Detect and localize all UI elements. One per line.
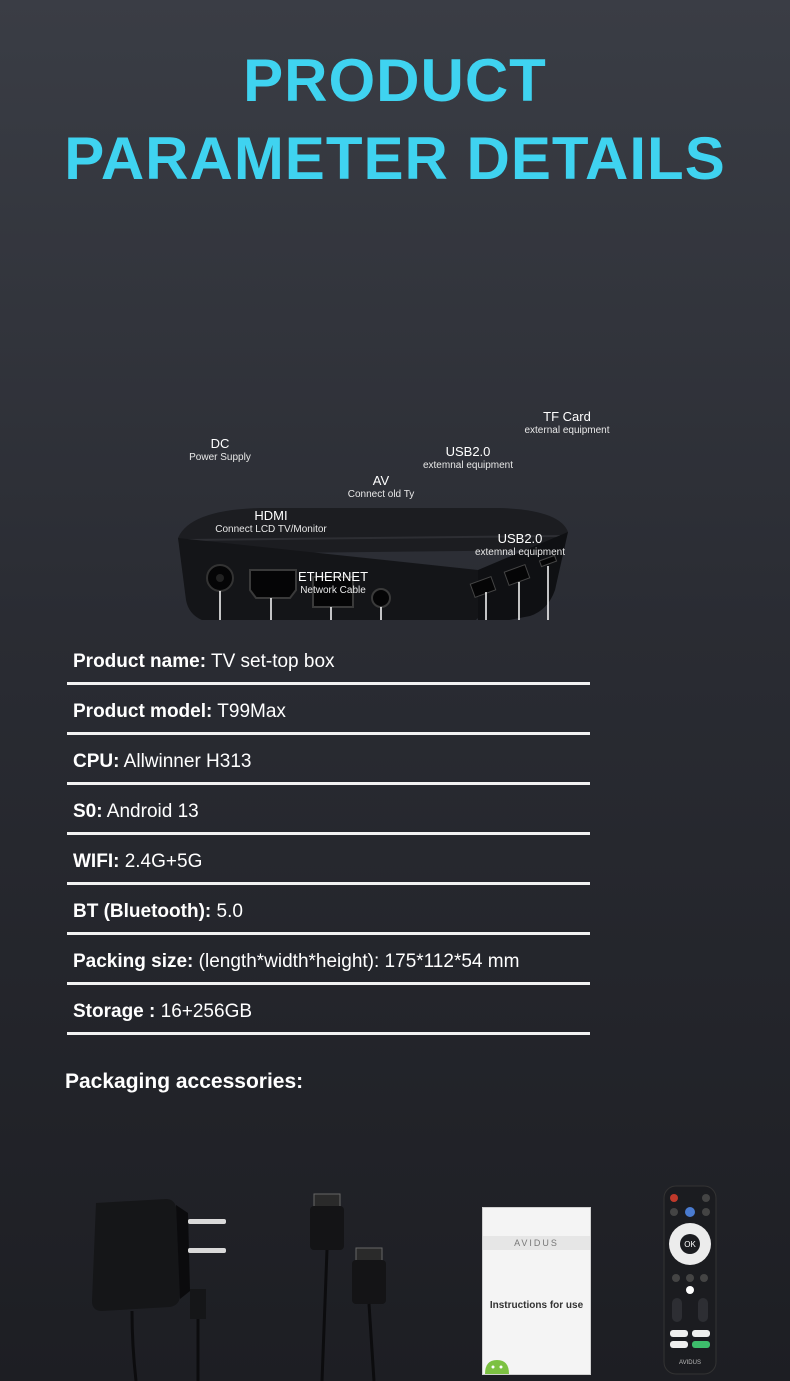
power-adapter-icon [88, 1195, 238, 1381]
av-port-label: AV Connect old Ty [347, 473, 415, 500]
accessories-title: Packaging accessories: [65, 1070, 304, 1093]
remote-control-icon [662, 1184, 718, 1376]
param-bluetooth: BT (Bluetooth): 5.0 [67, 892, 590, 935]
manual-brand: AVIDUS [483, 1236, 590, 1250]
android-robot-icon [483, 1352, 511, 1374]
ethernet-port-label: ETHERNET Network Cable [297, 569, 369, 596]
remote-brand-label: AVIDUS [679, 1360, 701, 1366]
manual-title: Instructions for use [489, 1300, 584, 1311]
param-packing-size: Packing size: (length*width*height): 175*112*54 mm [67, 942, 590, 985]
usb2-port-label: USB2.0 extemnal equipment [474, 531, 566, 558]
param-product-model: Product model: T99Max [67, 692, 590, 735]
remote-ok-label: OK [684, 1240, 696, 1249]
dc-port-label: DC Power Supply [189, 436, 251, 463]
title-line-2: PARAMETER DETAILS [64, 125, 726, 192]
title-line-1: PRODUCT [243, 47, 547, 114]
instruction-manual [482, 1207, 591, 1375]
device-diagram [0, 240, 790, 620]
param-cpu: CPU: Allwinner H313 [67, 742, 590, 785]
param-wifi: WIFI: 2.4G+5G [67, 842, 590, 885]
hdmi-port-label: HDMI Connect LCD TV/Monitor [215, 508, 327, 535]
usb1-port-label: USB2.0 extemnal equipment [422, 444, 514, 471]
tv-box-illustration [0, 240, 790, 620]
tf-card-label: TF Card external equipment [524, 409, 610, 436]
param-storage: Storage : 16+256GB [67, 992, 590, 1035]
param-product-name: Product name: TV set-top box [67, 642, 590, 685]
hdmi-cable-icon [300, 1192, 390, 1381]
param-os: S0: Android 13 [67, 792, 590, 835]
